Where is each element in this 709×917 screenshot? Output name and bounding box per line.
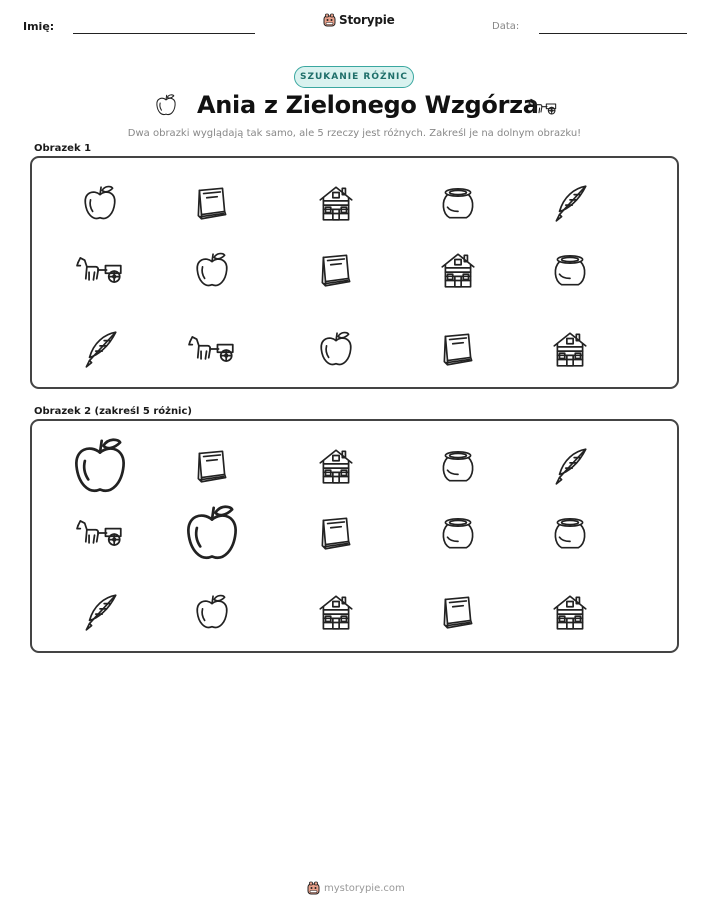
activity-badge: SZUKANIE RÓŻNIC (294, 66, 414, 88)
book-icon[interactable] (437, 591, 479, 633)
quill-icon[interactable] (79, 328, 121, 370)
name-label: Imię: (23, 20, 55, 33)
storypie-mascot-icon (307, 881, 320, 895)
house-icon[interactable] (437, 249, 479, 291)
picture2-label: Obrazek 2 (zakreśl 5 różnic) (34, 406, 192, 417)
apple-icon[interactable] (191, 249, 233, 291)
date-label: Data: (492, 21, 520, 32)
quill-icon[interactable] (549, 445, 591, 487)
book-icon[interactable] (315, 249, 357, 291)
brand-name: Storypie (339, 13, 395, 27)
horse-cart-icon (527, 96, 559, 118)
apple-icon[interactable] (315, 328, 357, 370)
picture2-panel (30, 419, 679, 653)
book-icon[interactable] (437, 328, 479, 370)
house-icon[interactable] (315, 591, 357, 633)
pot-icon[interactable] (549, 512, 591, 554)
apple-icon[interactable] (79, 182, 121, 224)
horse-cart-icon[interactable] (74, 515, 127, 551)
storypie-mascot-icon (323, 13, 336, 27)
book-icon[interactable] (315, 512, 357, 554)
house-icon[interactable] (549, 328, 591, 370)
house-icon[interactable] (549, 591, 591, 633)
footer (307, 881, 405, 895)
pot-icon[interactable] (549, 249, 591, 291)
picture1-label: Obrazek 1 (34, 143, 92, 154)
book-icon[interactable] (191, 182, 233, 224)
instructions: Dwa obrazki wyglądają tak samo, ale 5 rzeczy jest różnych. Zakreśl je na dolnym obrazku! (127, 128, 582, 139)
apple-icon[interactable] (191, 591, 233, 633)
footer-url: mystorypie.com (324, 882, 405, 894)
pot-icon[interactable] (437, 182, 479, 224)
house-icon[interactable] (315, 445, 357, 487)
name-input-line[interactable] (73, 33, 255, 34)
title-row (0, 89, 709, 125)
brand-logo (323, 13, 395, 27)
date-input-line[interactable] (539, 33, 687, 34)
book-icon[interactable] (191, 445, 233, 487)
house-icon[interactable] (315, 182, 357, 224)
pot-icon[interactable] (437, 445, 479, 487)
apple-icon[interactable] (178, 499, 245, 566)
apple-icon (153, 92, 179, 120)
picture1-panel (30, 156, 679, 389)
horse-cart-icon[interactable] (186, 331, 239, 367)
pot-icon[interactable] (437, 512, 479, 554)
apple-icon[interactable] (66, 432, 133, 499)
quill-icon[interactable] (79, 591, 121, 633)
horse-cart-icon[interactable] (74, 252, 127, 288)
quill-icon[interactable] (549, 182, 591, 224)
page-title: Ania z Zielonego Wzgórza (197, 91, 539, 119)
